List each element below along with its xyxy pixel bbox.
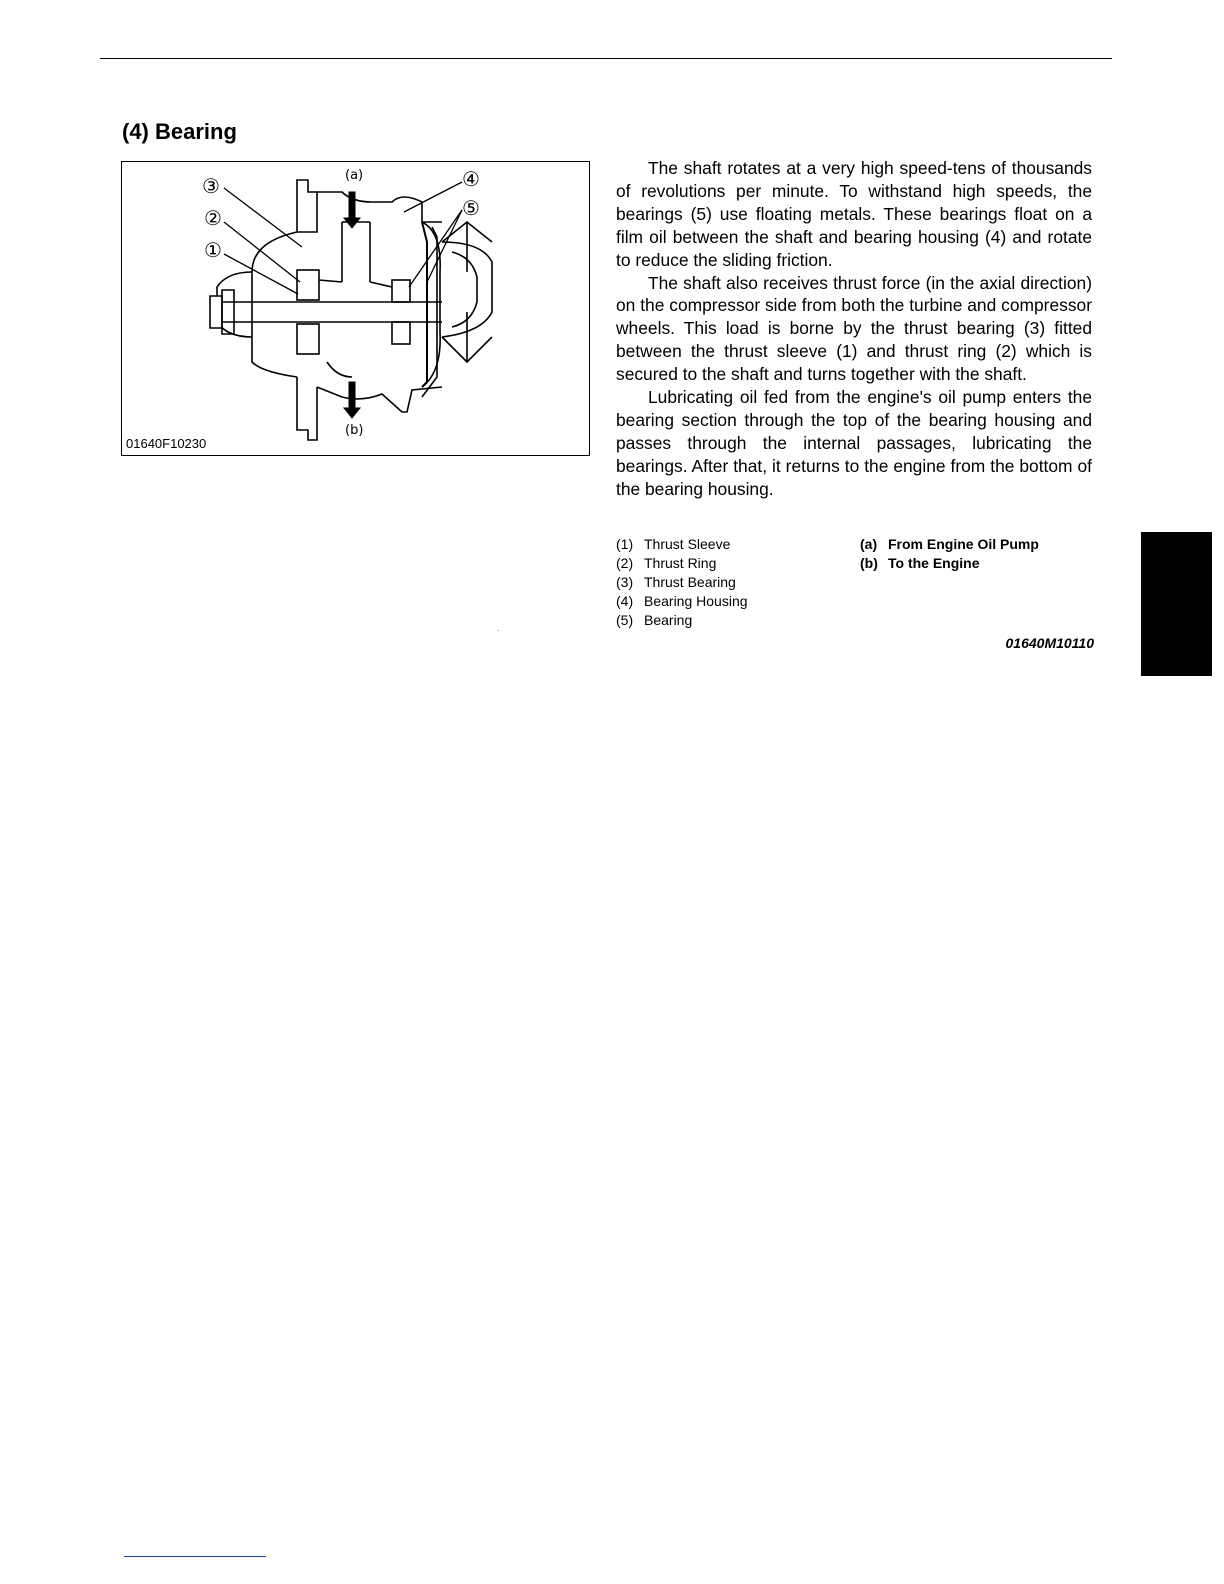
- callout-a: (a): [345, 168, 364, 183]
- callout-1: ①: [204, 238, 222, 262]
- bottom-rule: [124, 1556, 266, 1557]
- legend-item: (1) Thrust Sleeve: [616, 536, 731, 552]
- section-side-tab: [1141, 532, 1212, 676]
- callout-4: ④: [462, 167, 480, 191]
- flow-legend: [860, 535, 1039, 573]
- figure-id: 01640F10230: [126, 436, 207, 451]
- callout-3: ③: [202, 174, 220, 198]
- legend-item: (3) Thrust Bearing: [616, 574, 736, 590]
- legend-item: (a) From Engine Oil Pump: [860, 536, 1039, 552]
- body-text: [616, 157, 1092, 501]
- legend-item: (b) To the Engine: [860, 555, 980, 571]
- paragraph: Lubricating oil fed from the engine's oil pump enters the bearing section through the top of the bearing housing and passes through the internal passages, lubricating the bearings. After that, it returns to the engine from the bottom of the bearing housing.: [616, 387, 1092, 499]
- parts-legend: [616, 535, 748, 630]
- header-rule: [100, 58, 1112, 59]
- callout-b: (b): [345, 423, 364, 438]
- turbocharger-bearing-figure: [121, 161, 590, 456]
- callout-5: ⑤: [462, 196, 480, 220]
- section-title: (4) Bearing: [122, 119, 237, 144]
- legend-item: (2) Thrust Ring: [616, 555, 717, 571]
- legend-item: (5) Bearing: [616, 612, 693, 628]
- paragraph: The shaft rotates at a very high speed-tens of thousands of revolutions per minute. To withstand high speeds, the bearings (5) use floating metals. These bearings float on a film oil between the shaft and bearing housing (4) and rotate to reduce the sliding friction.: [616, 158, 1092, 270]
- bearing-cross-section-drawing: [122, 162, 590, 456]
- legend-item: (4) Bearing Housing: [616, 593, 748, 609]
- callout-2: ②: [204, 206, 222, 230]
- page-code: 01640M10110: [1005, 635, 1094, 651]
- paragraph: The shaft also receives thrust force (in the axial direction) on the compressor side from both the turbine and compressor wheels. This load is borne by the thrust bearing (3) fitted between the thrust sleeve (1) and thrust ring (2) which is secured to the shaft and turns together with the shaft.: [616, 272, 1092, 385]
- scan-speck: [498, 630, 499, 631]
